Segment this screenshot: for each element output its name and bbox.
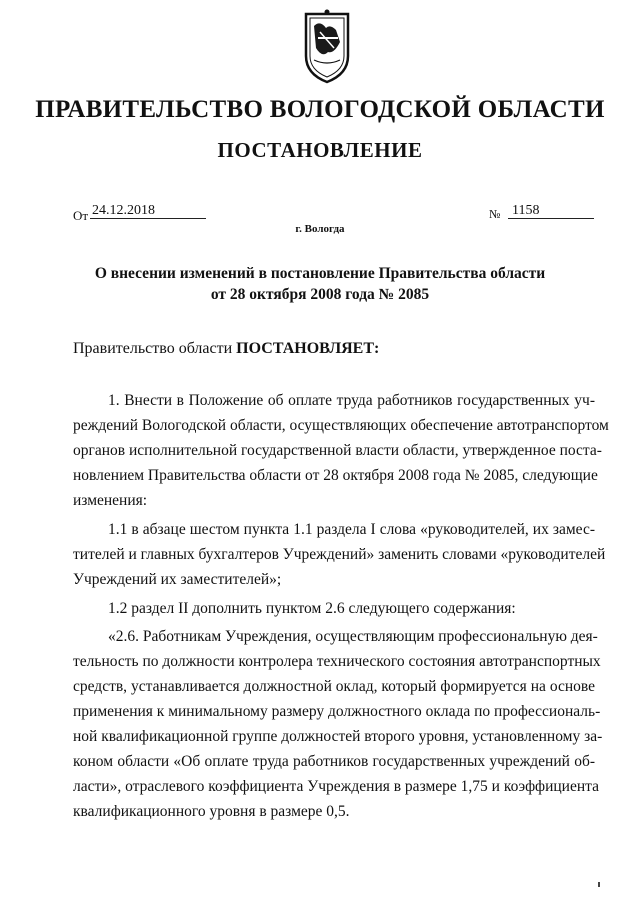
subject-line: от 28 октября 2008 года № 2085	[210, 286, 430, 303]
text-line: 1.2 раздел II дополнить пунктом 2.6 следующего содержания:	[108, 600, 516, 617]
text-line: ной квалификационной группе должностей второго уровня, установленному за-	[73, 728, 603, 745]
city-label: г. Вологда	[295, 223, 345, 235]
preamble-emphasis: ПОСТАНОВЛЯЕТ:	[236, 340, 380, 357]
paragraph-4	[73, 624, 603, 824]
text-line: тителей и главных бухгалтеров Учреждений» заменить словами «руководителей	[73, 546, 606, 563]
text-line: новлением Правительства области от 28 октября 2008 года № 2085, следующие	[73, 467, 598, 484]
paragraph-2	[73, 517, 606, 592]
text-line: «2.6. Работникам Учреждения, осуществляющим профессиональную дея-	[108, 628, 598, 645]
text-line: ласти», отраслевого коэффициента Учреждения в размере 1,75 и коэффициента	[73, 778, 599, 795]
text-line: Учреждений их заместителей»;	[73, 571, 282, 588]
text-line: органов исполнительной государственной власти области, утвержденное поста-	[73, 442, 602, 459]
coat-of-arms-icon	[300, 8, 354, 86]
document-number: 1158	[508, 204, 594, 219]
text-line: реждений Вологодской области, осуществляющих обеспечение автотранспортом	[73, 417, 609, 434]
scan-mark	[598, 882, 600, 887]
government-title: ПРАВИТЕЛЬСТВО ВОЛОГОДСКОЙ ОБЛАСТИ	[35, 96, 605, 123]
number-prefix: №	[489, 207, 501, 221]
paragraph-3	[73, 596, 595, 621]
paragraph-1	[73, 388, 609, 513]
text-line: 1.1 в абзаце шестом пункта 1.1 раздела I слова «руководителей, их замес-	[108, 521, 595, 538]
text-line: применения к минимальному размеру должностного оклада по профессиональ-	[73, 703, 601, 720]
preamble	[73, 340, 379, 358]
date-prefix: От	[73, 208, 89, 223]
text-line: изменения:	[73, 492, 148, 509]
text-line: 1. Внести в Положение об оплате труда работников государственных уч-	[108, 392, 595, 409]
preamble-text: Правительство области	[73, 340, 237, 357]
document-subject	[0, 263, 640, 305]
document-type: ПОСТАНОВЛЕНИЕ	[217, 138, 423, 162]
text-line: квалификационного уровня в размере 0,5.	[73, 803, 350, 820]
document-date: 24.12.2018	[90, 204, 206, 219]
text-line: тельность по должности контролера технического состояния автотранспортных	[73, 653, 601, 670]
subject-line: О внесении изменений в постановление Правительства области	[94, 265, 546, 282]
text-line: средств, устанавливается должностной оклад, который формируется на основе	[73, 678, 595, 695]
text-line: коном области «Об оплате труда работников государственных учреждений об-	[73, 753, 595, 770]
